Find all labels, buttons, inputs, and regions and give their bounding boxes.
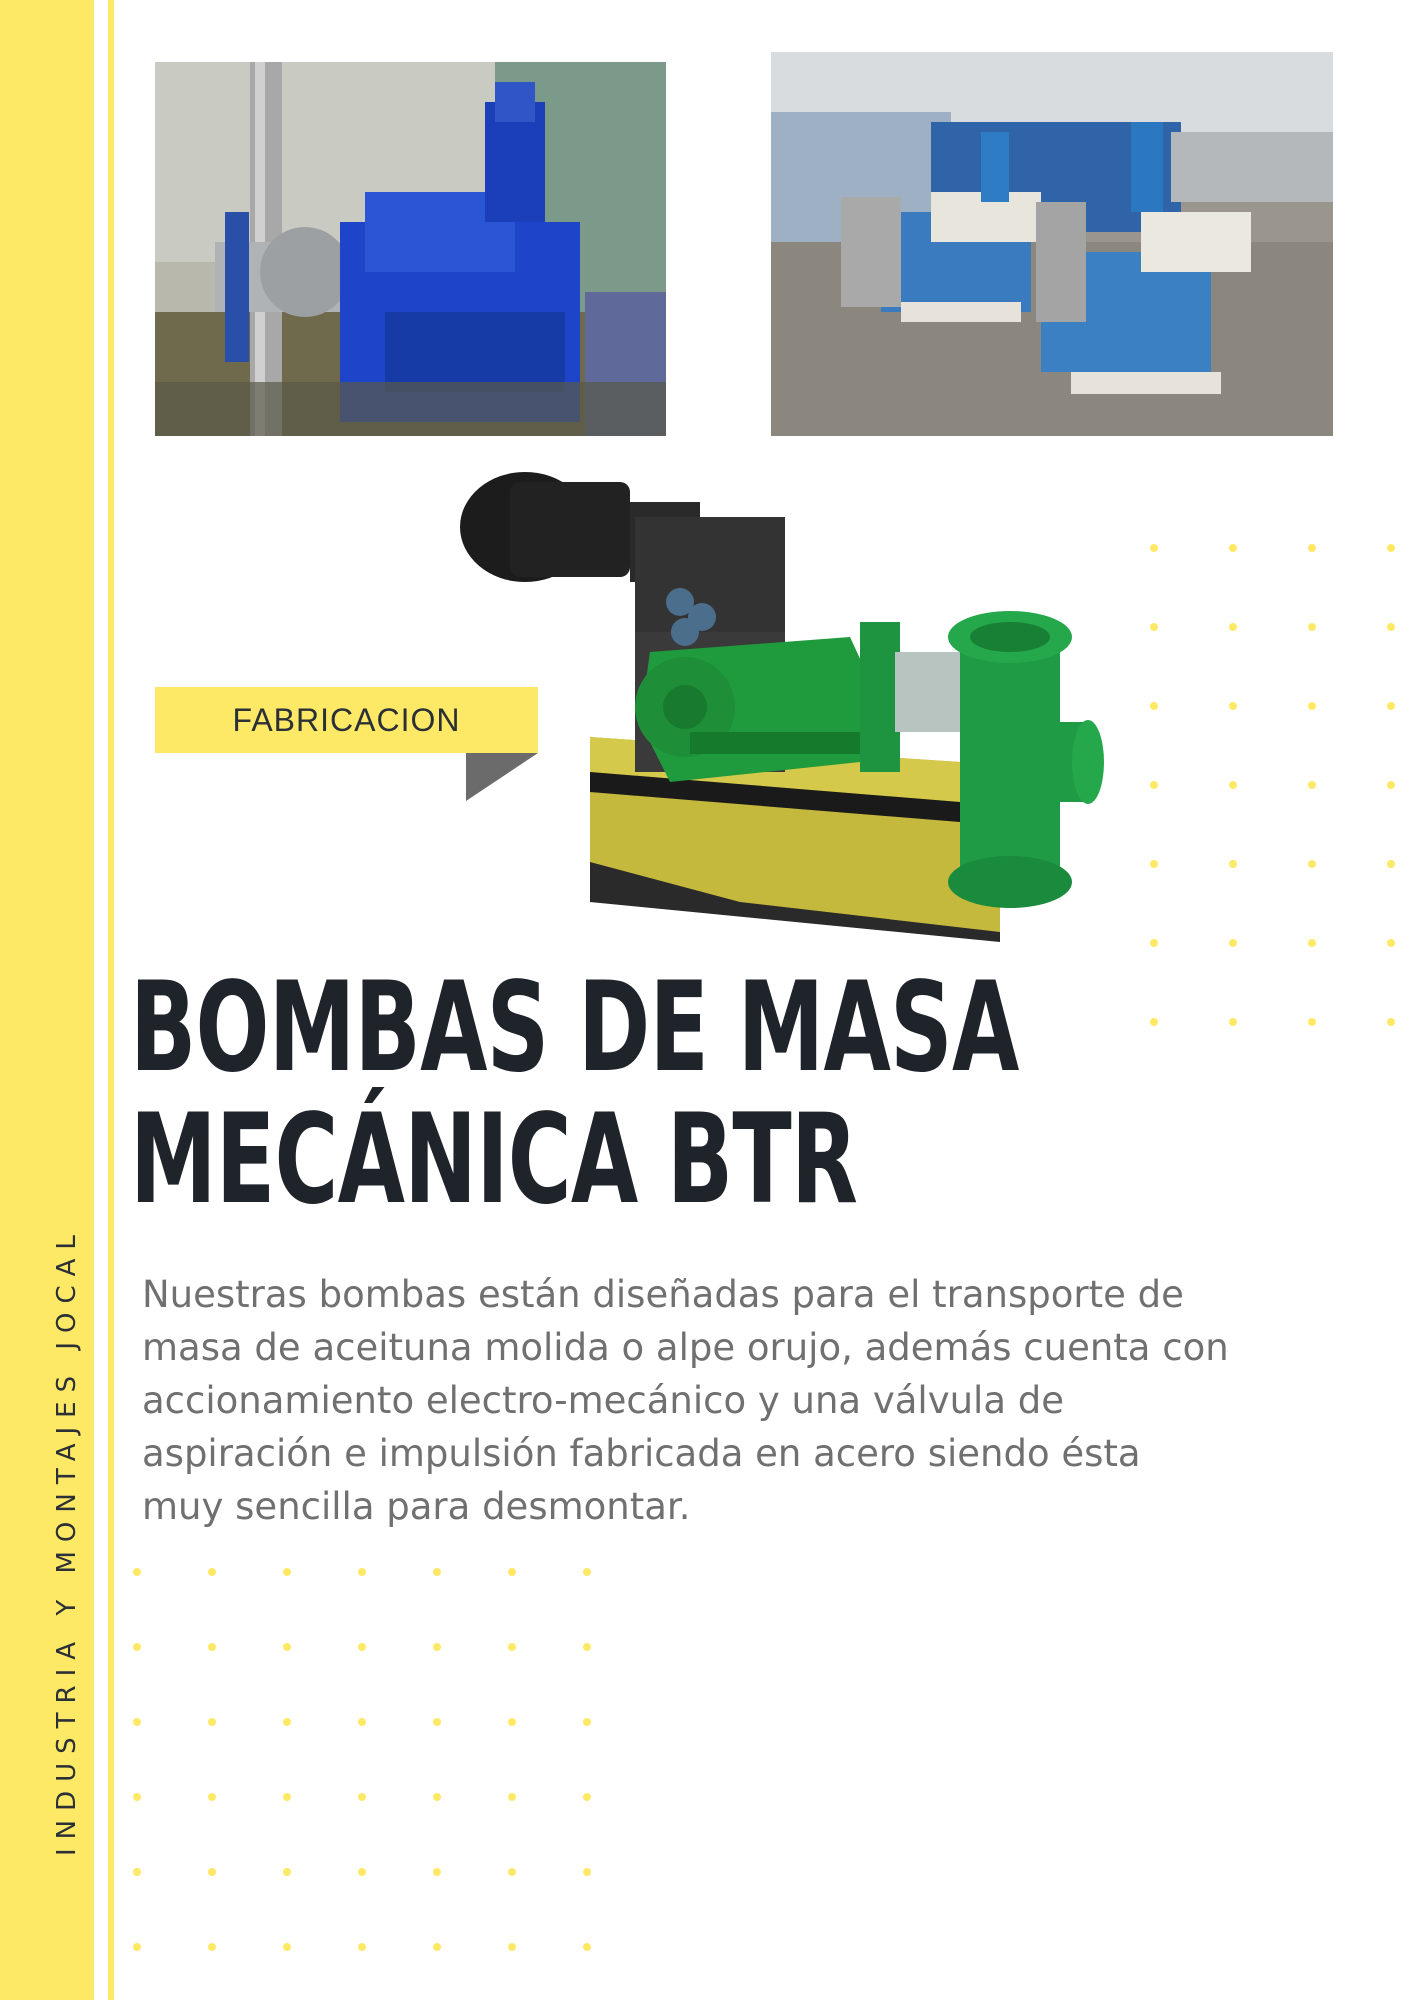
decorative-dot bbox=[1229, 939, 1237, 947]
decorative-dot bbox=[208, 1868, 216, 1876]
decorative-dot bbox=[1308, 860, 1316, 868]
decorative-dot bbox=[1308, 623, 1316, 631]
decorative-dot bbox=[1387, 939, 1395, 947]
tag-fold-shadow bbox=[466, 753, 538, 801]
decorative-dot bbox=[358, 1643, 366, 1651]
description-paragraph: Nuestras bombas están diseñadas para el transporte de masa de aceituna molida o alpe orujo, además cuenta con accionamiento electro-mecánico y una válvula de aspiración e impulsión fabricada en acero siendo ésta muy sencilla para desmontar. bbox=[142, 1273, 1229, 1528]
decorative-dot bbox=[583, 1943, 591, 1951]
title-line-1: BOMBAS DE MASA bbox=[130, 956, 1019, 1100]
decorative-dot bbox=[208, 1718, 216, 1726]
decorative-dot bbox=[1308, 702, 1316, 710]
decorative-dot bbox=[433, 1718, 441, 1726]
decorative-dot bbox=[508, 1943, 516, 1951]
decorative-dot bbox=[283, 1943, 291, 1951]
decorative-dot bbox=[1229, 860, 1237, 868]
decorative-dot bbox=[283, 1718, 291, 1726]
decorative-dot bbox=[133, 1643, 141, 1651]
decorative-dot bbox=[1150, 1018, 1158, 1026]
decorative-dot bbox=[508, 1718, 516, 1726]
decorative-dot bbox=[433, 1643, 441, 1651]
decorative-dot bbox=[583, 1793, 591, 1801]
decorative-dot bbox=[1308, 544, 1316, 552]
decorative-dot bbox=[358, 1568, 366, 1576]
decorative-dot bbox=[433, 1943, 441, 1951]
decorative-dot bbox=[133, 1718, 141, 1726]
brand-vertical-label: INDUSTRIA Y MONTAJES JOCAL bbox=[52, 1226, 82, 1856]
decorative-dot bbox=[433, 1868, 441, 1876]
decorative-dot bbox=[133, 1793, 141, 1801]
decorative-dot bbox=[283, 1793, 291, 1801]
decorative-dot bbox=[1229, 781, 1237, 789]
decorative-dot bbox=[283, 1868, 291, 1876]
decorative-dot bbox=[583, 1718, 591, 1726]
decorative-dot bbox=[358, 1868, 366, 1876]
decorative-dot bbox=[1150, 544, 1158, 552]
decorative-dot bbox=[1229, 702, 1237, 710]
decorative-dot bbox=[1229, 544, 1237, 552]
installed-pump-photo bbox=[155, 62, 666, 436]
decorative-dot bbox=[1308, 939, 1316, 947]
decorative-dot bbox=[1150, 939, 1158, 947]
decorative-dot bbox=[1387, 623, 1395, 631]
decorative-dot bbox=[283, 1643, 291, 1651]
decorative-dot bbox=[433, 1793, 441, 1801]
decorative-dot bbox=[1150, 860, 1158, 868]
decorative-dot bbox=[358, 1718, 366, 1726]
decorative-dot bbox=[508, 1793, 516, 1801]
pump-3d-render bbox=[440, 462, 1160, 942]
page-title bbox=[130, 956, 1019, 1232]
decorative-dot bbox=[133, 1568, 141, 1576]
decorative-dot bbox=[583, 1643, 591, 1651]
decorative-dot bbox=[283, 1568, 291, 1576]
decorative-dot bbox=[1387, 860, 1395, 868]
decorative-dot bbox=[1229, 623, 1237, 631]
decorative-dot bbox=[208, 1643, 216, 1651]
decorative-dot bbox=[1308, 781, 1316, 789]
decorative-dot bbox=[208, 1943, 216, 1951]
sidebar-accent-line bbox=[108, 0, 114, 2000]
title-line-2: MECÁNICA BTR bbox=[130, 1088, 858, 1232]
decorative-dot bbox=[133, 1868, 141, 1876]
decorative-dot bbox=[1387, 544, 1395, 552]
decorative-dot bbox=[433, 1568, 441, 1576]
decorative-dot bbox=[358, 1943, 366, 1951]
decorative-dot bbox=[1150, 781, 1158, 789]
decorative-dot bbox=[1308, 1018, 1316, 1026]
decorative-dot bbox=[133, 1943, 141, 1951]
section-tag: FABRICACION bbox=[155, 687, 538, 753]
decorative-dot bbox=[1387, 1018, 1395, 1026]
decorative-dot bbox=[583, 1868, 591, 1876]
decorative-dot bbox=[1229, 1018, 1237, 1026]
decorative-dot bbox=[1387, 781, 1395, 789]
workshop-pumps-photo bbox=[771, 52, 1333, 436]
decorative-dot bbox=[508, 1868, 516, 1876]
decorative-dot bbox=[508, 1643, 516, 1651]
decorative-dot bbox=[1150, 702, 1158, 710]
decorative-dot bbox=[208, 1793, 216, 1801]
decorative-dot bbox=[583, 1568, 591, 1576]
decorative-dot bbox=[1387, 702, 1395, 710]
decorative-dot bbox=[1150, 623, 1158, 631]
decorative-dot bbox=[358, 1793, 366, 1801]
decorative-dot bbox=[208, 1568, 216, 1576]
decorative-dot bbox=[508, 1568, 516, 1576]
